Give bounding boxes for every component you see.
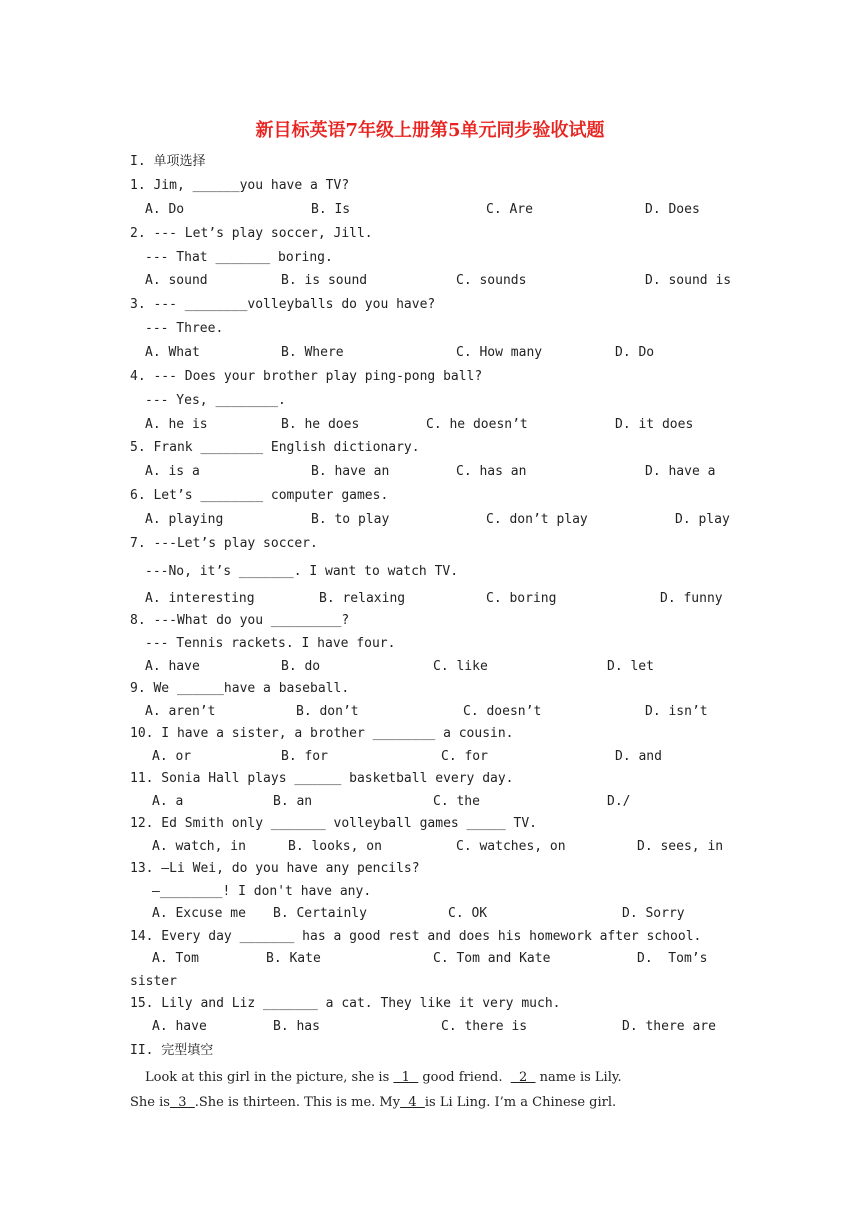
option: C. don’t play bbox=[486, 512, 588, 527]
question-stem: 8. ---What do you _________? bbox=[130, 613, 350, 628]
option: C. doesn’t bbox=[463, 704, 542, 719]
option: B. have an bbox=[311, 464, 390, 479]
option: D. Tom’s bbox=[637, 951, 708, 966]
option: B. relaxing bbox=[319, 591, 406, 606]
option: D. have a bbox=[645, 464, 716, 479]
question-reply: --- Yes, ________. bbox=[145, 393, 286, 408]
option: C. for bbox=[441, 749, 488, 764]
question-stem: 6. Let’s ________ computer games. bbox=[130, 488, 389, 503]
section-heading-cloze: II. 完型填空 bbox=[130, 1043, 214, 1058]
option: D. isn’t bbox=[645, 704, 708, 719]
passage-text: Look at this girl in the picture, she is bbox=[145, 1070, 394, 1085]
option: D. it does bbox=[615, 417, 694, 432]
option: B. he does bbox=[281, 417, 360, 432]
option: A. Tom bbox=[152, 951, 199, 966]
question-stem: 4. --- Does your brother play ping-pong ball? bbox=[130, 369, 483, 384]
option: A. have bbox=[152, 1019, 207, 1034]
section-heading-multiple-choice: I. 单项选择 bbox=[130, 154, 206, 169]
question-stem: 15. Lily and Liz _______ a cat. They like it very much. bbox=[130, 996, 561, 1011]
question-reply: ---No, it’s _______. I want to watch TV. bbox=[145, 564, 459, 579]
option: C. OK bbox=[448, 906, 488, 921]
option: B. to play bbox=[311, 512, 390, 527]
option: C. there is bbox=[441, 1019, 528, 1034]
passage-line-2 bbox=[130, 1095, 616, 1111]
passage-line-1 bbox=[145, 1070, 622, 1086]
option: B. Kate bbox=[266, 951, 321, 966]
option: A. aren’t bbox=[145, 704, 216, 719]
option: D. let bbox=[607, 659, 654, 674]
option: B. Certainly bbox=[273, 906, 367, 921]
option: A. Do bbox=[145, 202, 185, 217]
option: A. he is bbox=[145, 417, 208, 432]
option: C. Tom and Kate bbox=[433, 951, 551, 966]
question-stem: 11. Sonia Hall plays ______ basketball every day. bbox=[130, 771, 514, 786]
option: B. looks, on bbox=[288, 839, 382, 854]
option: D. funny bbox=[660, 591, 723, 606]
option: D. and bbox=[615, 749, 662, 764]
option: C. the bbox=[433, 794, 480, 809]
passage-text: name is Lily. bbox=[535, 1070, 622, 1085]
option: C. has an bbox=[456, 464, 527, 479]
page-title: 新目标英语7年级上册第5单元同步验收试题 bbox=[255, 120, 605, 141]
blank-1[interactable]: 1 bbox=[393, 1070, 419, 1085]
option: B. is sound bbox=[281, 273, 368, 288]
option: B. don’t bbox=[296, 704, 359, 719]
question-stem: 7. ---Let’s play soccer. bbox=[130, 536, 318, 551]
option: C. boring bbox=[486, 591, 557, 606]
question-stem: 12. Ed Smith only _______ volleyball games _____ TV. bbox=[130, 816, 537, 831]
option: A. watch, in bbox=[152, 839, 246, 854]
question-stem: 3. --- ________volleyballs do you have? bbox=[130, 297, 436, 312]
option: D. Does bbox=[645, 202, 700, 217]
option-wrap: sister bbox=[130, 974, 177, 989]
option: D. sees, in bbox=[637, 839, 724, 854]
option: C. watches, on bbox=[456, 839, 566, 854]
question-stem: 5. Frank ________ English dictionary. bbox=[130, 440, 420, 455]
question-reply: --- Three. bbox=[145, 321, 224, 336]
option: C. Are bbox=[486, 202, 533, 217]
question-reply: --- That _______ boring. bbox=[145, 250, 333, 265]
option: B. do bbox=[281, 659, 321, 674]
option: C. like bbox=[433, 659, 488, 674]
option: D. play bbox=[675, 512, 730, 527]
option: C. How many bbox=[456, 345, 543, 360]
option: A. interesting bbox=[145, 591, 255, 606]
option: A. have bbox=[145, 659, 200, 674]
question-stem: 13. —Li Wei, do you have any pencils? bbox=[130, 861, 420, 876]
option: A. playing bbox=[145, 512, 224, 527]
passage-text: She is bbox=[130, 1095, 170, 1110]
passage-text: .She is thirteen. This is me. My bbox=[194, 1095, 401, 1110]
option: B. Is bbox=[311, 202, 351, 217]
option: A. What bbox=[145, 345, 200, 360]
blank-3[interactable]: 3 bbox=[169, 1095, 195, 1110]
option: D. Sorry bbox=[622, 906, 685, 921]
option: A. Excuse me bbox=[152, 906, 246, 921]
question-stem: 14. Every day _______ has a good rest and does his homework after school. bbox=[130, 929, 702, 944]
option: A. is a bbox=[145, 464, 200, 479]
option: B. an bbox=[273, 794, 313, 809]
option: B. has bbox=[273, 1019, 320, 1034]
option: D. Do bbox=[615, 345, 655, 360]
option: A. or bbox=[152, 749, 192, 764]
option: B. Where bbox=[281, 345, 344, 360]
passage-text: good friend. bbox=[418, 1070, 511, 1085]
option: D./ bbox=[607, 794, 631, 809]
option: D. there are bbox=[622, 1019, 716, 1034]
question-stem: 9. We ______have a baseball. bbox=[130, 681, 350, 696]
option: B. for bbox=[281, 749, 328, 764]
option: D. sound is bbox=[645, 273, 732, 288]
passage-text: is Li Ling. I’m a Chinese girl. bbox=[424, 1095, 617, 1110]
blank-2[interactable]: 2 bbox=[510, 1070, 536, 1085]
option: C. he doesn’t bbox=[426, 417, 528, 432]
option: A. a bbox=[152, 794, 184, 809]
option: A. sound bbox=[145, 273, 208, 288]
option: C. sounds bbox=[456, 273, 527, 288]
question-reply: —________! I don't have any. bbox=[152, 884, 372, 899]
question-stem: 10. I have a sister, a brother ________ a cousin. bbox=[130, 726, 514, 741]
blank-4[interactable]: 4 bbox=[400, 1095, 425, 1110]
question-reply: --- Tennis rackets. I have four. bbox=[145, 636, 396, 651]
question-stem: 1. Jim, ______you have a TV? bbox=[130, 178, 350, 193]
question-stem: 2. --- Let’s play soccer, Jill. bbox=[130, 226, 373, 241]
